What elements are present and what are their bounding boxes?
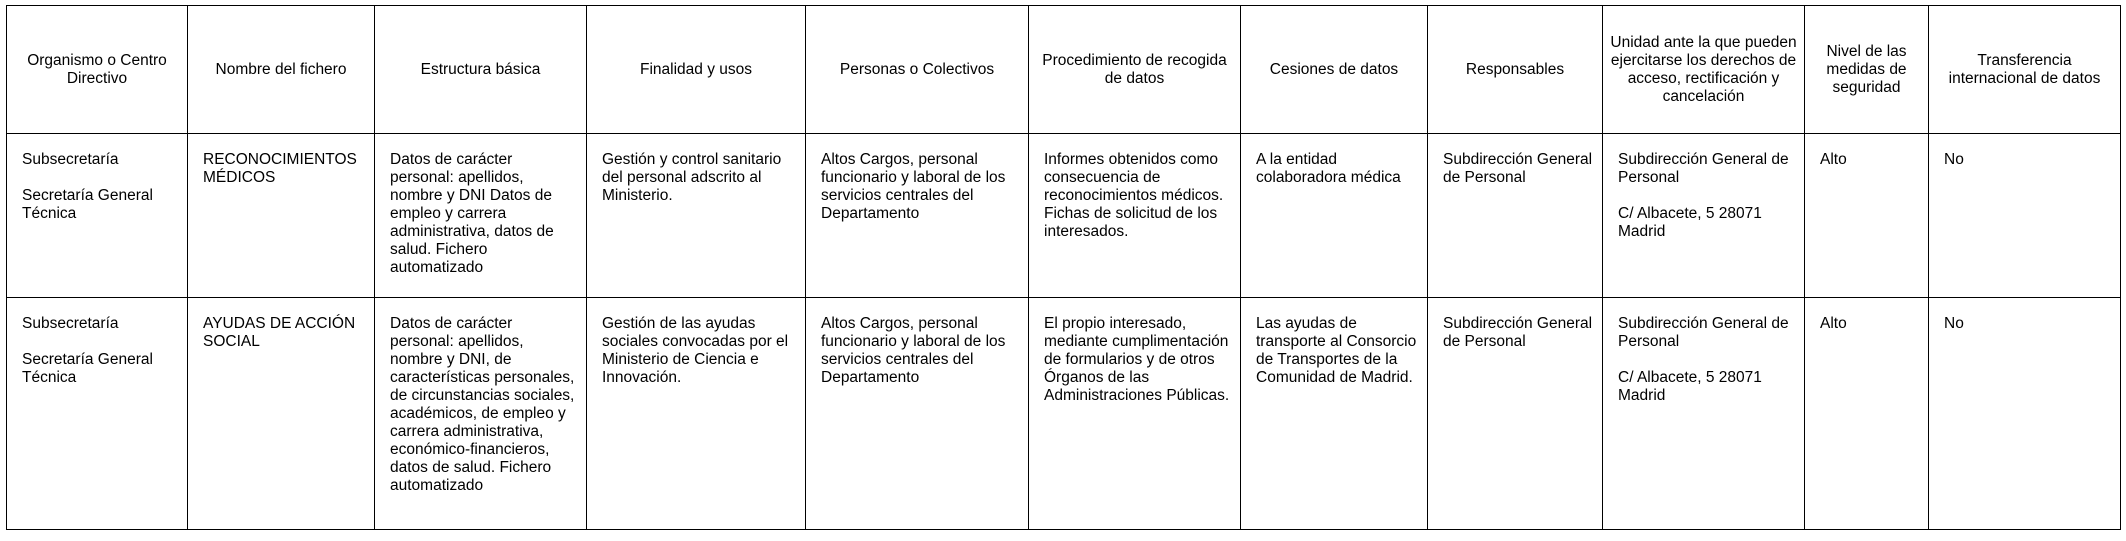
organismo-line: Subsecretaría [22,315,119,332]
header-unidad-derechos: Unidad ante la que pueden ejercitarse los derechos de acceso, rectificación y cancelación [1603,6,1805,134]
header-nivel-seguridad: Nivel de las medidas de seguridad [1805,6,1929,134]
cell-unidad-derechos [1603,134,1805,298]
cell-organismo [7,298,188,530]
cell-unidad-derechos [1603,298,1805,530]
cell-finalidad: Gestión y control sanitario del personal adscrito al Ministerio. [587,134,806,298]
unidad-line: Subdirección General de Personal [1618,151,1789,186]
organismo-line: Secretaría General Técnica [22,351,153,386]
cell-finalidad: Gestión de las ayudas sociales convocadas por el Ministerio de Ciencia e Innovación. [587,298,806,530]
cell-estructura: Datos de carácter personal: apellidos, nombre y DNI, de características personales, de circunstancias sociales, académicos, de empleo y carrera administrativa, económico-financieros, datos de salud. Fichero automatizado [375,298,587,530]
cell-cesiones: Las ayudas de transporte al Consorcio de Transportes de la Comunidad de Madrid. [1241,298,1428,530]
cell-nombre-fichero: AYUDAS DE ACCIÓN SOCIAL [188,298,375,530]
cell-nombre-fichero: RECONOCIMIENTOS MÉDICOS [188,134,375,298]
unidad-line: Subdirección General de Personal [1618,315,1789,350]
header-organismo: Organismo o Centro Directivo [7,6,188,134]
cell-estructura: Datos de carácter personal: apellidos, nombre y DNI Datos de empleo y carrera administrativa, datos de salud. Fichero automatizado [375,134,587,298]
table-row [7,298,2121,530]
cell-nivel-seguridad: Alto [1805,298,1929,530]
cell-responsables: Subdirección General de Personal [1428,298,1603,530]
unidad-address: C/ Albacete, 5 28071 Madrid [1618,205,1762,240]
cell-personas: Altos Cargos, personal funcionario y laboral de los servicios centrales del Departamento [806,298,1029,530]
header-finalidad: Finalidad y usos [587,6,806,134]
table-row [7,134,2121,298]
data-files-table [6,5,2121,530]
cell-transferencia: No [1929,134,2121,298]
cell-procedimiento: Informes obtenidos como consecuencia de reconocimientos médicos. Fichas de solicitud de los interesados. [1029,134,1241,298]
header-procedimiento: Procedimiento de recogida de datos [1029,6,1241,134]
cell-responsables: Subdirección General de Personal [1428,134,1603,298]
cell-personas: Altos Cargos, personal funcionario y laboral de los servicios centrales del Departamento [806,134,1029,298]
header-responsables: Responsables [1428,6,1603,134]
cell-procedimiento: El propio interesado, mediante cumplimentación de formularios y de otros Órganos de las Administraciones Públicas. [1029,298,1241,530]
header-transferencia: Transferencia internacional de datos [1929,6,2121,134]
header-personas: Personas o Colectivos [806,6,1029,134]
cell-cesiones: A la entidad colaboradora médica [1241,134,1428,298]
cell-transferencia: No [1929,298,2121,530]
organismo-line: Subsecretaría [22,151,119,168]
header-row [7,6,2121,134]
unidad-address: C/ Albacete, 5 28071 Madrid [1618,369,1762,404]
header-estructura: Estructura básica [375,6,587,134]
header-nombre-fichero: Nombre del fichero [188,6,375,134]
header-cesiones: Cesiones de datos [1241,6,1428,134]
cell-organismo [7,134,188,298]
cell-nivel-seguridad: Alto [1805,134,1929,298]
organismo-line: Secretaría General Técnica [22,187,153,222]
